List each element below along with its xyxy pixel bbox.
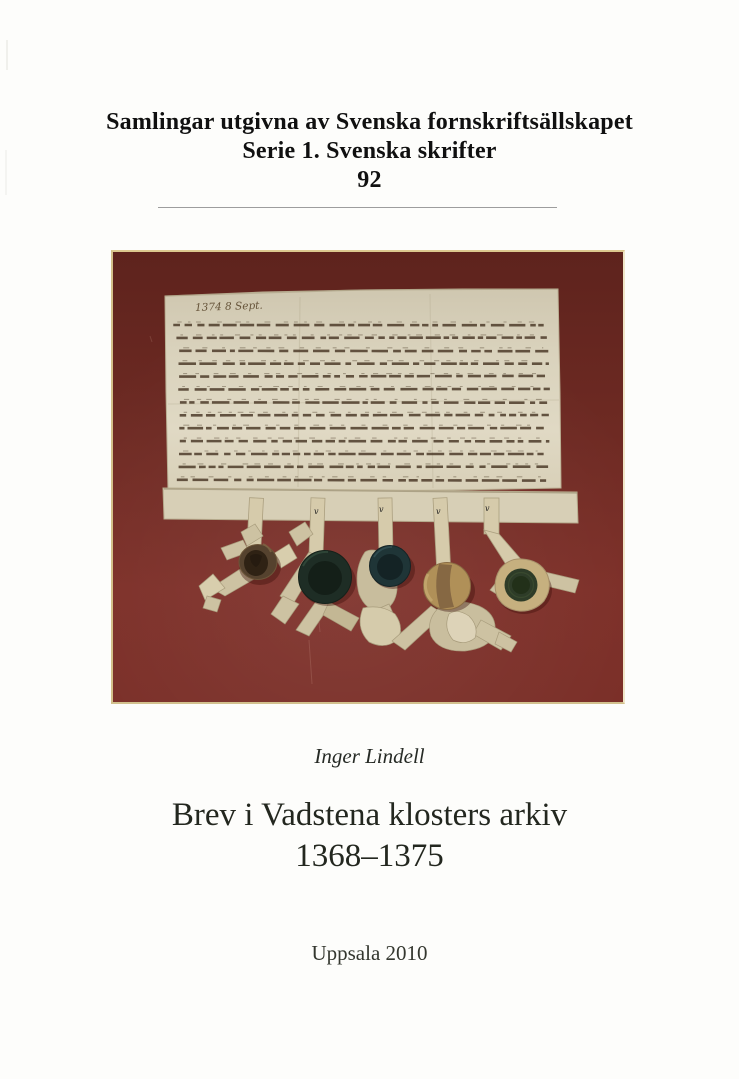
cover-photo-illustration bbox=[113, 252, 623, 702]
book-title-line-2: 1368–1375 bbox=[295, 838, 444, 874]
svg-text:v: v bbox=[485, 504, 490, 513]
svg-text:v: v bbox=[379, 505, 384, 514]
svg-text:v: v bbox=[436, 507, 441, 516]
series-header bbox=[0, 108, 739, 195]
book-title bbox=[0, 795, 739, 877]
series-line-2: Serie 1. Svenska skrifter bbox=[242, 138, 497, 164]
imprint: Uppsala 2010 bbox=[311, 941, 428, 965]
series-number: 92 bbox=[357, 167, 382, 193]
book-title-line-1: Brev i Vadstena klosters arkiv bbox=[171, 797, 568, 833]
divider-rule bbox=[158, 207, 557, 208]
cover-photo bbox=[111, 250, 625, 704]
parchment-plica-fold bbox=[163, 488, 578, 523]
series-line-1: Samlingar utgivna av Svenska fornskriftsällskapet bbox=[106, 109, 633, 135]
parchment-document bbox=[163, 289, 578, 523]
author-name: Inger Lindell bbox=[314, 744, 425, 768]
archival-inscription: 1374 8 Sept. bbox=[194, 299, 263, 314]
scan-artifact bbox=[6, 40, 8, 70]
svg-text:v: v bbox=[314, 507, 319, 516]
